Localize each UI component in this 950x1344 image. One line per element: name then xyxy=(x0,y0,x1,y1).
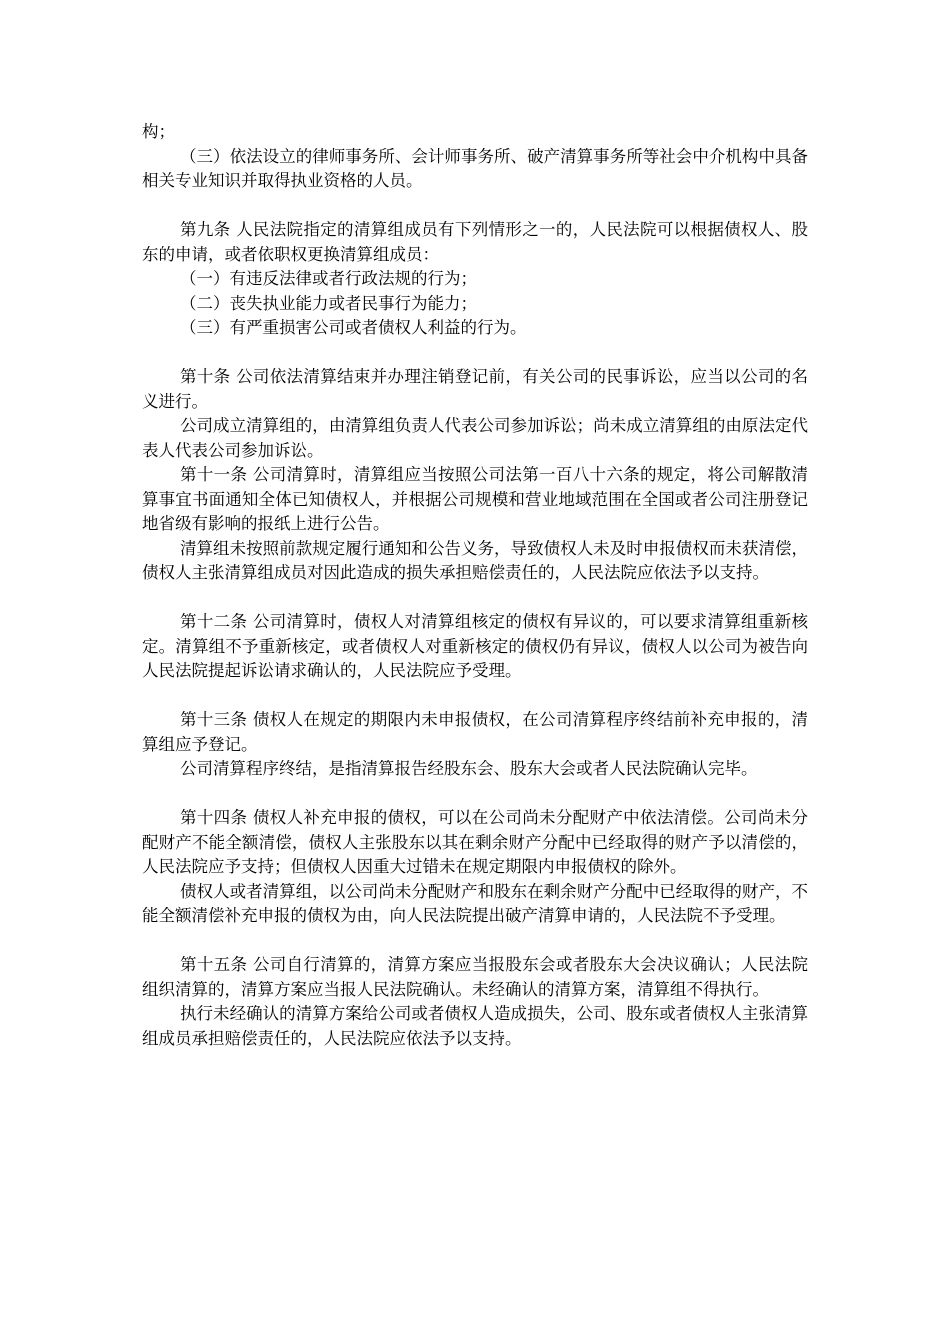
article-13-para-2: 公司清算程序终结，是指清算报告经股东会、股东大会或者人民法院确认完毕。 xyxy=(180,759,758,778)
article-12: 第十二条 公司清算时，债权人对清算组核定的债权有异议的，可以要求清算组重新核定。清算组不予重新核定，或者债权人对重新核定的债权仍有异议，债权人以公司为被告向人民法院提起诉讼请求确认的，人民法院应予受理。 xyxy=(142,612,808,680)
article-10-para-2: 公司成立清算组的，由清算组负责人代表公司参加诉讼；尚未成立清算组的由原法定代表人代表公司参加诉讼。 xyxy=(142,416,808,460)
article-9-item-1: （一）有违反法律或者行政法规的行为； xyxy=(180,269,477,288)
article-14: 第十四条 债权人补充申报的债权，可以在公司尚未分配财产中依法清偿。公司尚未分配财产不能全额清偿，债权人主张股东以其在剩余财产分配中已经取得的财产予以清偿的，人民法院应予支持；但债权人因重大过错未在规定期限内申报债权的除外。 xyxy=(142,808,808,876)
article-11-para-2: 清算组未按照前款规定履行通知和公告义务，导致债权人未及时申报债权而未获清偿，债权人主张清算组成员对因此造成的损失承担赔偿责任的，人民法院应依法予以支持。 xyxy=(142,538,808,582)
article-10: 第十条 公司依法清算结束并办理注销登记前，有关公司的民事诉讼，应当以公司的名义进行。 xyxy=(142,367,808,411)
article-9-item-3: （三）有严重损害公司或者债权人利益的行为。 xyxy=(180,318,527,337)
document-body xyxy=(142,120,808,1051)
paragraph-continuation: 构； xyxy=(142,122,175,141)
article-13: 第十三条 债权人在规定的期限内未申报债权，在公司清算程序终结前补充申报的，清算组应予登记。 xyxy=(142,710,808,754)
article-15: 第十五条 公司自行清算的，清算方案应当报股东会或者股东大会决议确认；人民法院组织清算的，清算方案应当报人民法院确认。未经确认的清算方案，清算组不得执行。 xyxy=(142,955,808,999)
paragraph-item-3: （三）依法设立的律师事务所、会计师事务所、破产清算事务所等社会中介机构中具备相关专业知识并取得执业资格的人员。 xyxy=(142,146,808,190)
article-11: 第十一条 公司清算时，清算组应当按照公司法第一百八十六条的规定，将公司解散清算事宜书面通知全体已知债权人，并根据公司规模和营业地域范围在全国或者公司注册登记地省级有影响的报纸上进行公告。 xyxy=(142,465,808,533)
article-9: 第九条 人民法院指定的清算组成员有下列情形之一的，人民法院可以根据债权人、股东的申请，或者依职权更换清算组成员： xyxy=(142,220,808,264)
article-14-para-2: 债权人或者清算组，以公司尚未分配财产和股东在剩余财产分配中已经取得的财产，不能全额清偿补充申报的债权为由，向人民法院提出破产清算申请的，人民法院不予受理。 xyxy=(142,881,808,925)
article-15-para-2: 执行未经确认的清算方案给公司或者债权人造成损失，公司、股东或者债权人主张清算组成员承担赔偿责任的，人民法院应依法予以支持。 xyxy=(142,1004,808,1048)
article-9-item-2: （二）丧失执业能力或者民事行为能力； xyxy=(180,293,477,313)
